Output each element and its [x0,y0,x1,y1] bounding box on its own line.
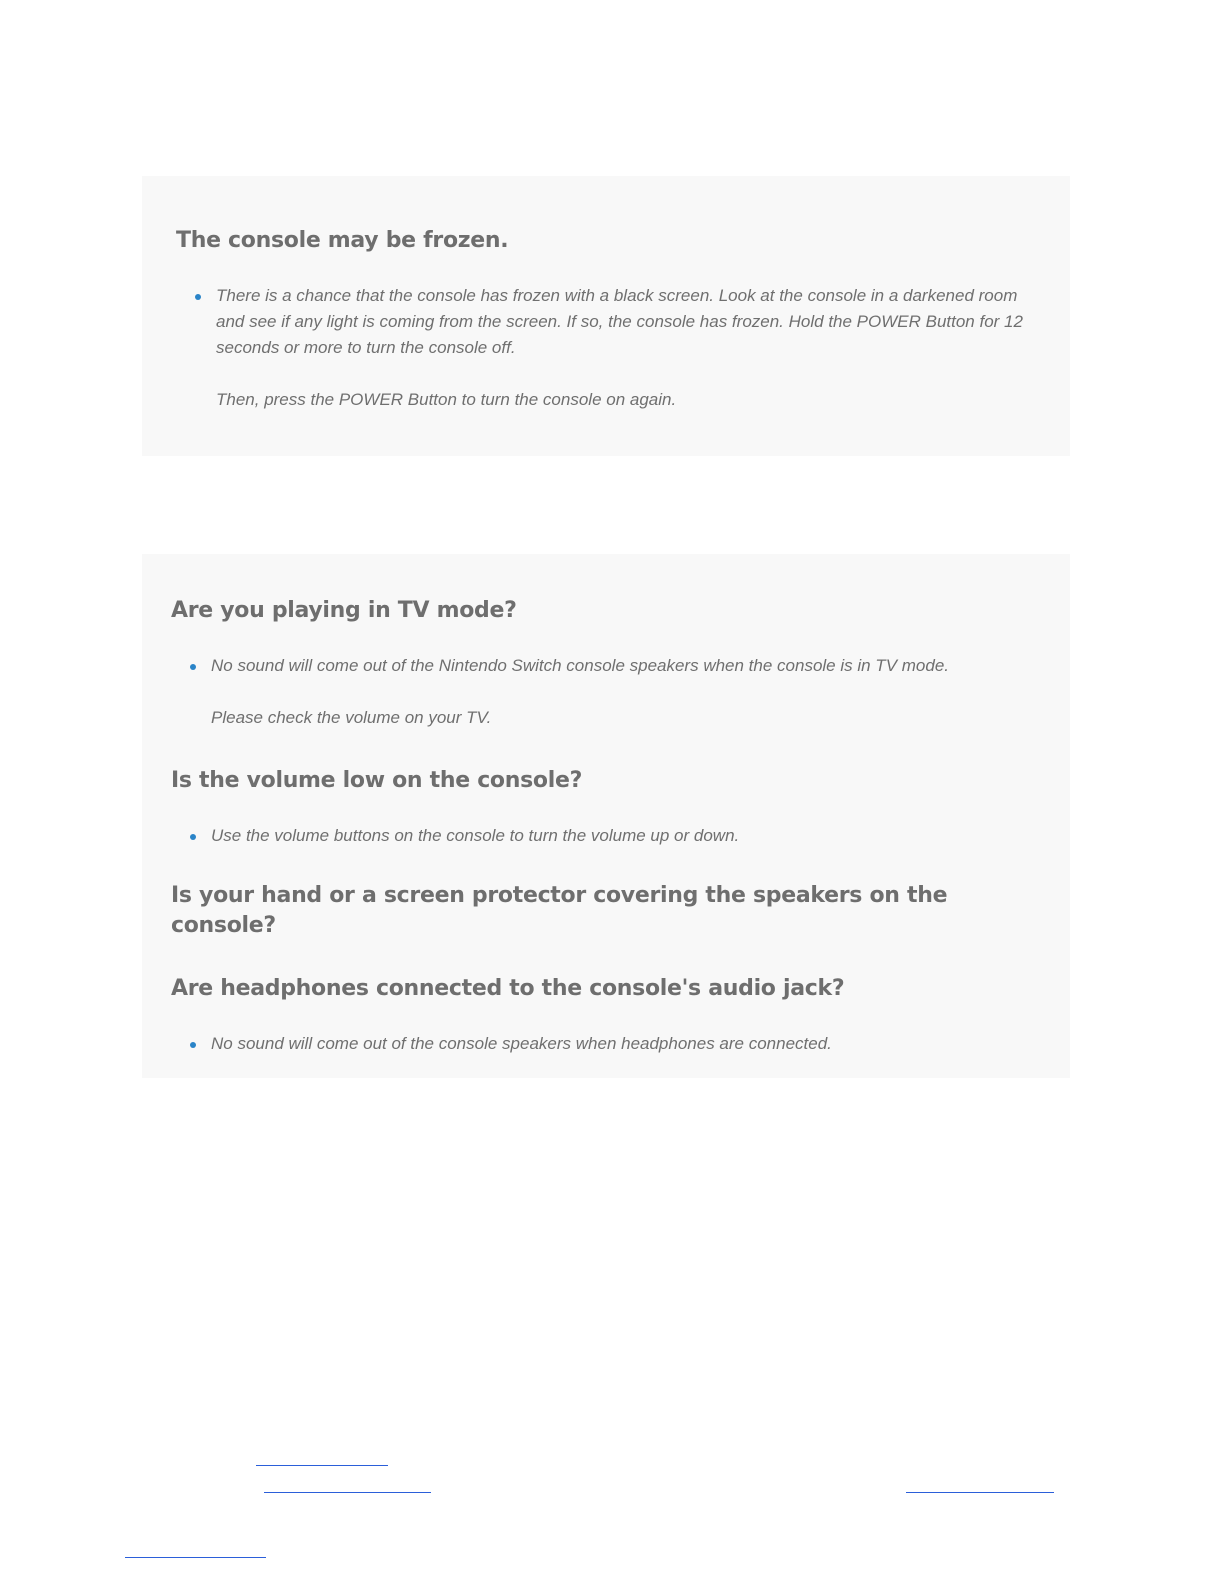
tv-mode-bullet-text: No sound will come out of the Nintendo Switch console speakers when the console is in TV mode. [211,656,950,675]
bullet-dot-icon [190,664,196,670]
link-underline[interactable] [125,1557,266,1558]
headphones-heading: Are headphones connected to the console's audio jack? [171,976,845,1001]
volume-low-heading: Is the volume low on the console? [171,768,583,793]
frozen-note: Then, press the POWER Button to turn the console on again. [216,390,677,409]
tv-mode-note: Please check the volume on your TV. [211,708,492,727]
headphones-bullet-text: No sound will come out of the console speakers when headphones are connected. [211,1034,832,1053]
list-item [171,1031,1040,1057]
frozen-heading: The console may be frozen. [176,228,509,253]
list-item [176,283,1036,361]
link-underline[interactable] [906,1492,1054,1493]
frozen-bullet-text: There is a chance that the console has frozen with a black screen. Look at the console in a darkened room and see if any light is coming from the screen. If so, the console has frozen. Hold the POWER Button for 12 seconds or more to turn the console off. [216,286,1023,357]
volume-low-bullet-text: Use the volume buttons on the console to turn the volume up or down. [211,826,740,845]
frozen-console-panel [142,176,1070,456]
no-sound-panel [142,554,1070,1078]
bullet-dot-icon [190,1042,196,1048]
link-underline[interactable] [256,1465,388,1466]
tv-mode-heading: Are you playing in TV mode? [171,598,517,623]
link-underline[interactable] [264,1492,431,1493]
bullet-dot-icon [195,294,201,300]
headphones-bullet-list [171,1031,1040,1057]
list-item [171,823,1040,849]
bullet-dot-icon [190,834,196,840]
list-item [171,653,1040,679]
volume-low-bullet-list [171,823,1040,849]
covering-heading: Is your hand or a screen protector covering the speakers on the console? [171,883,948,938]
tv-mode-bullet-list [171,653,1040,679]
frozen-bullet-list [176,283,1036,361]
